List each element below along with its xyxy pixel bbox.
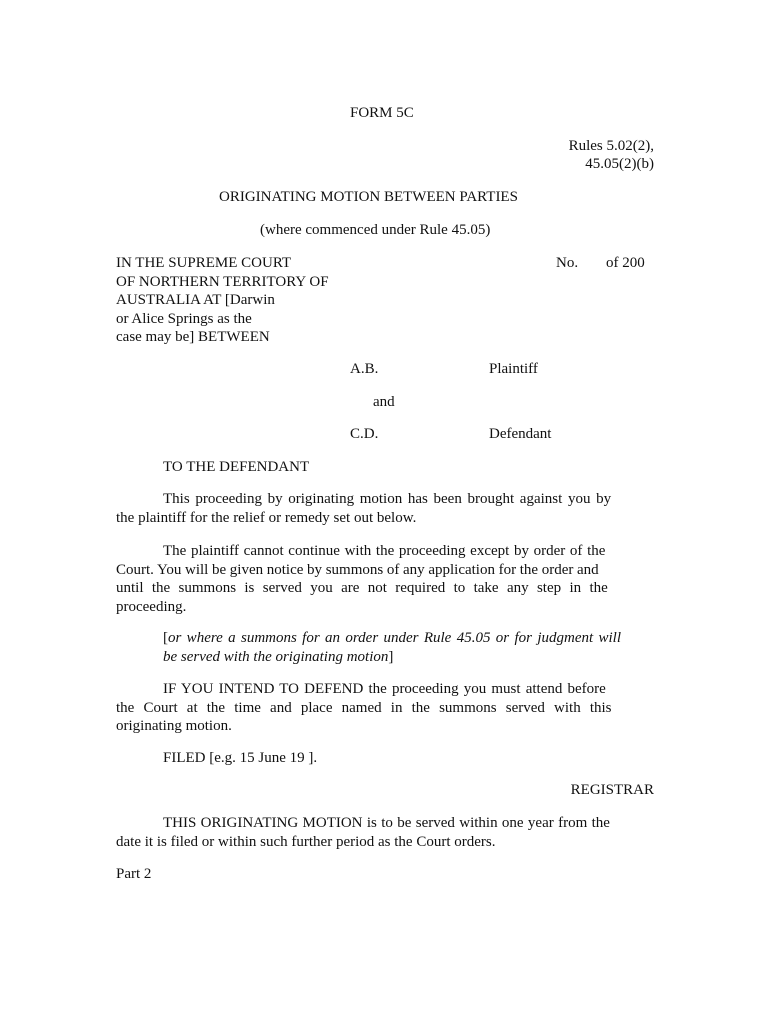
court-line: or Alice Springs as the [116, 310, 252, 327]
paragraph-line [163, 629, 621, 648]
plaintiff-name: A.B. [350, 361, 379, 377]
paragraph-line [163, 490, 653, 509]
italic-text: be served with the originating motion [163, 648, 389, 665]
italic-text: or where a summons for an order under Rule 45.05 or for judgment will [168, 630, 622, 646]
paragraph-service [116, 814, 653, 851]
document-heading: ORIGINATING MOTION BETWEEN PARTIES [219, 189, 518, 205]
rules-reference-line2: 45.05(2)(b) [585, 156, 654, 172]
form-title: FORM 5C [350, 105, 414, 121]
paragraph-line [163, 648, 621, 667]
paragraph-line: date it is filed or within such further period as the Court orders. [116, 833, 496, 850]
paragraph-line: The plaintiff cannot continue with the proceeding except by order of the [163, 543, 606, 559]
paragraph-summons-alternative [163, 629, 621, 666]
part-label: Part 2 [116, 866, 152, 882]
plaintiff-role: Plaintiff [489, 361, 538, 377]
paragraph-line: originating motion. [116, 718, 232, 734]
paragraph-relief [116, 490, 653, 527]
defendant-role: Defendant [489, 426, 552, 442]
text-run: This proceeding by originating motion has been brought against you by [163, 491, 612, 507]
court-line: OF NORTHERN TERRITORY OF [116, 273, 329, 290]
document-subheading: (where commenced under Rule 45.05) [260, 222, 491, 238]
court-line: AUSTRALIA AT [Darwin [116, 292, 275, 308]
paragraph-line: proceeding. [116, 598, 187, 615]
to-defendant-heading: TO THE DEFENDANT [163, 459, 310, 475]
paragraph-intend-to-defend [116, 680, 653, 736]
bracket-open: [ [163, 630, 168, 646]
court-title-block [116, 254, 329, 347]
bracket-close: ] [388, 648, 394, 665]
case-number-label: No. [556, 255, 579, 271]
paragraph-line: IF YOU INTEND TO DEFEND the proceeding you must attend before [163, 681, 606, 697]
paragraph-line: Court. You will be given notice by summons of any application for the order and [116, 561, 599, 578]
paragraph-order [116, 542, 653, 616]
court-line: case may be] BETWEEN [116, 329, 270, 345]
paragraph-line: the Court at the time and place named in the summons served with this [116, 699, 612, 716]
paragraph-line: THIS ORIGINATING MOTION is to be served within one year from the [163, 815, 610, 831]
court-line: IN THE SUPREME COURT [116, 255, 292, 271]
paragraph-line: the plaintiff for the relief or remedy set out below. [116, 509, 417, 526]
rules-reference-line1: Rules 5.02(2), [568, 138, 654, 154]
case-year-label: of 200 [606, 255, 645, 271]
filed-line: FILED [e.g. 15 June 19 ]. [163, 750, 318, 766]
parties-and: and [373, 394, 395, 410]
paragraph-line: until the summons is served you are not required to take any step in the [116, 580, 608, 596]
registrar-label: REGISTRAR [570, 782, 654, 798]
defendant-name: C.D. [350, 426, 379, 442]
